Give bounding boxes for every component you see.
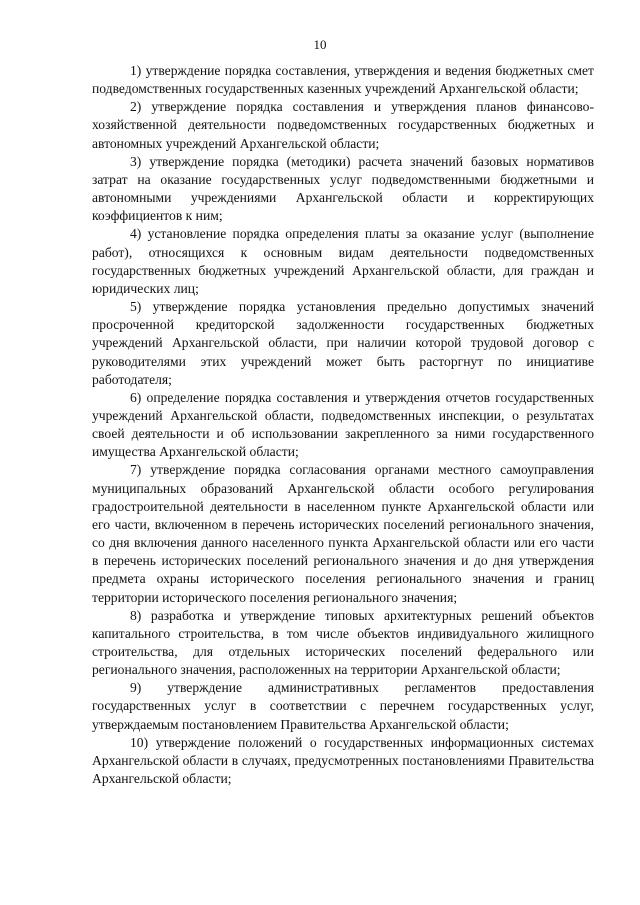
list-item-2: 2) утверждение порядка составления и утверждения планов финансово-хозяйственной деятельности подведомственных государственных бюджетных и автономных учреждений Архангельской области; (92, 99, 594, 151)
list-item-1: 1) утверждение порядка составления, утверждения и ведения бюджетных смет подведомственных государственных казенных учреждений Архангельской области; (92, 63, 594, 97)
body-text (92, 62, 594, 788)
list-item-3: 3) утверждение порядка (методики) расчета значений базовых нормативов затрат на оказание государственных услуг подведомственными бюджетными и автономными учреждениями Архангельской области и корректирующих коэффициентов к ним; (92, 153, 594, 224)
list-item-6: 6) определение порядка составления и утверждения отчетов государственных учреждений Архангельской области, подведомственных инспекции, о результатах своей деятельности и об использовании закрепленного за ними государственного имущества Архангельской области; (92, 389, 594, 460)
list-item-4: 4) установление порядка определения платы за оказание услуг (выполнение работ), относящихся к основным видам деятельности подведомственных государственных бюджетных учреждений Архангельской области, для граждан и юридических лиц; (92, 226, 594, 296)
list-item-10: 10) утверждение положений о государственных информационных системах Архангельской области в случаях, предусмотренных постановлениями Правительства Архангельской области; (92, 734, 594, 787)
list-item-7: 7) утверждение порядка согласования органами местного самоуправления муниципальных образований Архангельской области особого регулирования градостроительной деятельности в населенном пункте Архангельской области или его части, включенном в перечень исторических поселений регионального значения, со дня включения данного населенного пункта Архангельской области или его части в перечень исторических поселений регионального значения и до дня утверждения предмета охраны исторического поселения регионального значения и границ территории исторического поселения регионального значения; (92, 462, 594, 605)
list-item-5: 5) утверждение порядка установления предельно допустимых значений просроченной кредиторской задолженности государственных бюджетных учреждений Архангельской области, при наличии которой трудовой договор с руководителями этих учреждений может быть расторгнут по инициативе работодателя; (92, 299, 594, 387)
page-number: 10 (313, 37, 327, 52)
list-item-8: 8) разработка и утверждение типовых архитектурных решений объектов капитального строительства, в том числе объектов индивидуального жилищного строительства, для отдельных исторических поселений федерального или регионального значения, расположенных на территории Архангельской области; (92, 607, 594, 678)
list-item-9: 9) утверждение административных регламентов предоставления государственных услуг в соответствии с перечнем государственных услуг, утверждаемым постановлением Правительства Архангельской области; (92, 680, 594, 732)
